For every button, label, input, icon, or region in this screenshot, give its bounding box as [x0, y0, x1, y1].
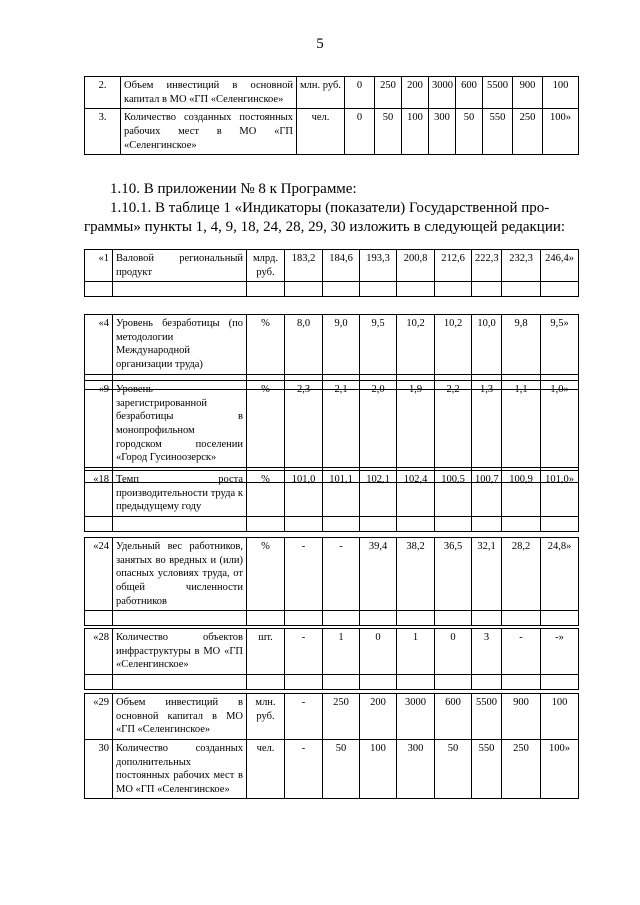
value-cell: 1,0» [541, 381, 579, 468]
blank-cell [113, 674, 247, 689]
blank-row [85, 611, 579, 626]
blank-cell [323, 516, 360, 531]
unit-cell: % [247, 538, 285, 611]
blank-cell [541, 282, 579, 297]
blank-cell [285, 611, 323, 626]
indicator-name: Валовой региональный продукт [113, 250, 247, 282]
value-cell: 100 [402, 109, 429, 155]
blank-cell [472, 282, 502, 297]
value-cell: 100» [541, 739, 579, 799]
row-number: «28 [85, 629, 113, 675]
unit-cell: % [247, 471, 285, 517]
value-cell: 39,4 [360, 538, 397, 611]
value-cell: 246,4» [541, 250, 579, 282]
unit-cell: млн. руб. [247, 694, 285, 740]
value-cell: - [323, 538, 360, 611]
value-cell: 100,5 [435, 471, 472, 517]
unit-cell: % [247, 381, 285, 468]
value-cell: 36,5 [435, 538, 472, 611]
value-cell: 1 [323, 629, 360, 675]
table-row [85, 77, 579, 109]
value-cell: 100» [543, 109, 579, 155]
paragraph-1-10: 1.10. В приложении № 8 к Программе: [110, 181, 357, 197]
table-row [85, 629, 579, 675]
blank-cell [85, 282, 113, 297]
blank-cell [541, 674, 579, 689]
value-cell: - [285, 629, 323, 675]
indicator-name: Объем инвестиций в основной капитал в МО «ГП «Селенгинское» [113, 694, 247, 740]
page-number: 5 [316, 36, 324, 52]
value-cell: 100,9 [502, 471, 541, 517]
value-cell: 9,5» [541, 315, 579, 375]
blank-cell [397, 611, 435, 626]
value-cell: 28,2 [502, 538, 541, 611]
value-cell: 3000 [429, 77, 456, 109]
value-cell: 232,3 [502, 250, 541, 282]
value-cell: 200,8 [397, 250, 435, 282]
blank-cell [360, 282, 397, 297]
value-cell: 50 [435, 739, 472, 799]
value-cell: 101,0» [541, 471, 579, 517]
blank-cell [435, 611, 472, 626]
blank-cell [360, 674, 397, 689]
value-cell: 2,0 [360, 381, 397, 468]
blank-cell [472, 674, 502, 689]
value-cell: 0 [345, 109, 375, 155]
blank-row [85, 674, 579, 689]
indicator-name: Удельный вес работников, занятых во вредных и (или) опасных условиях труда, от общей численности работников [113, 538, 247, 611]
value-cell: -» [541, 629, 579, 675]
blank-cell [113, 516, 247, 531]
value-cell: 250 [502, 739, 541, 799]
value-cell: 193,3 [360, 250, 397, 282]
value-cell: - [285, 694, 323, 740]
row-number: «24 [85, 538, 113, 611]
blank-cell [85, 611, 113, 626]
value-cell: 9,5 [360, 315, 397, 375]
value-cell: 184,6 [323, 250, 360, 282]
value-cell: 3000 [397, 694, 435, 740]
value-cell: 8,0 [285, 315, 323, 375]
value-cell: 38,2 [397, 538, 435, 611]
row-number: 2. [85, 77, 121, 109]
paragraph-1-10-1-line2: граммы» пункты 1, 4, 9, 18, 24, 28, 29, 30 изложить в следующей редакции: [84, 219, 566, 235]
value-cell: 10,2 [397, 315, 435, 375]
value-cell: 32,1 [472, 538, 502, 611]
unit-cell: шт. [247, 629, 285, 675]
blank-cell [323, 674, 360, 689]
value-cell: 250 [375, 77, 402, 109]
indicator-table [84, 380, 579, 483]
table-row [85, 471, 579, 517]
indicator-name: Объем инвестиций в основной капитал в МО «ГП «Селенгинское» [121, 77, 297, 109]
table-row [85, 315, 579, 375]
value-cell: 550 [472, 739, 502, 799]
indicator-name: Количество созданных постоянных рабочих мест в МО «ГП «Селенгинское» [121, 109, 297, 155]
indicator-table [84, 628, 579, 690]
value-cell: 102,1 [360, 471, 397, 517]
blank-cell [285, 516, 323, 531]
value-cell: 5500 [472, 694, 502, 740]
blank-row [85, 516, 579, 531]
value-cell: 0 [435, 629, 472, 675]
indicator-name: Темп роста производительности труда к предыдущему году [113, 471, 247, 517]
value-cell: 24,8» [541, 538, 579, 611]
unit-cell: млн. руб. [297, 77, 345, 109]
value-cell: 0 [345, 77, 375, 109]
unit-cell: млрд. руб. [247, 250, 285, 282]
value-cell: 300 [397, 739, 435, 799]
value-cell: 1,1 [502, 381, 541, 468]
unit-cell: чел. [247, 739, 285, 799]
row-number: «29 [85, 694, 113, 740]
value-cell: 50 [323, 739, 360, 799]
value-cell: 2,1 [323, 381, 360, 468]
value-cell: 10,2 [435, 315, 472, 375]
blank-cell [541, 516, 579, 531]
blank-cell [247, 674, 285, 689]
blank-cell [113, 611, 247, 626]
value-cell: 2,2 [435, 381, 472, 468]
row-number: «18 [85, 471, 113, 517]
value-cell: 101,0 [285, 471, 323, 517]
value-cell: 5500 [483, 77, 513, 109]
value-cell: 1 [397, 629, 435, 675]
blank-cell [397, 516, 435, 531]
table-row [85, 381, 579, 468]
value-cell: 10,0 [472, 315, 502, 375]
indicator-table [84, 470, 579, 532]
blank-cell [247, 611, 285, 626]
indicator-name: Уровень безработицы (по методологии Международной организации труда) [113, 315, 247, 375]
value-cell: 9,8 [502, 315, 541, 375]
value-cell: 250 [513, 109, 543, 155]
value-cell: 3 [472, 629, 502, 675]
paragraph-1-10-1-line1: 1.10.1. В таблице 1 «Индикаторы (показатели) Государственной про- [110, 200, 550, 216]
blank-cell [285, 282, 323, 297]
value-cell: 9,0 [323, 315, 360, 375]
value-cell: - [502, 629, 541, 675]
value-cell: 0 [360, 629, 397, 675]
blank-cell [323, 282, 360, 297]
row-number: «1 [85, 250, 113, 282]
indicator-table [84, 537, 579, 626]
blank-cell [397, 674, 435, 689]
blank-cell [397, 282, 435, 297]
value-cell: 1,9 [397, 381, 435, 468]
blank-cell [285, 674, 323, 689]
row-number: «9 [85, 381, 113, 468]
value-cell: 900 [513, 77, 543, 109]
blank-row [85, 282, 579, 297]
indicator-table [84, 314, 579, 390]
blank-cell [435, 282, 472, 297]
unit-cell: % [247, 315, 285, 375]
blank-cell [435, 674, 472, 689]
value-cell: 100,7 [472, 471, 502, 517]
blank-cell [472, 611, 502, 626]
blank-cell [435, 516, 472, 531]
blank-cell [502, 516, 541, 531]
table-row [85, 250, 579, 282]
value-cell: 250 [323, 694, 360, 740]
value-cell: 101,1 [323, 471, 360, 517]
blank-cell [360, 516, 397, 531]
blank-cell [502, 674, 541, 689]
indicator-table [84, 693, 579, 799]
value-cell: 212,6 [435, 250, 472, 282]
top-table [84, 76, 579, 155]
row-number: 3. [85, 109, 121, 155]
value-cell: 200 [360, 694, 397, 740]
value-cell: 183,2 [285, 250, 323, 282]
blank-cell [360, 611, 397, 626]
value-cell: - [285, 739, 323, 799]
value-cell: 50 [456, 109, 483, 155]
blank-cell [323, 611, 360, 626]
table-row [85, 739, 579, 799]
indicator-name: Уровень зарегистрированной безработицы в монопрофильном городском поселении «Город Гусиноозерск» [113, 381, 247, 468]
value-cell: 550 [483, 109, 513, 155]
table-row [85, 538, 579, 611]
value-cell: 300 [429, 109, 456, 155]
value-cell: 100 [543, 77, 579, 109]
blank-cell [85, 674, 113, 689]
table-row [85, 694, 579, 740]
value-cell: 200 [402, 77, 429, 109]
unit-cell: чел. [297, 109, 345, 155]
value-cell: 222,3 [472, 250, 502, 282]
value-cell: 100 [360, 739, 397, 799]
blank-cell [247, 516, 285, 531]
value-cell: 100 [541, 694, 579, 740]
value-cell: 1,3 [472, 381, 502, 468]
indicator-table [84, 249, 579, 297]
blank-cell [247, 282, 285, 297]
blank-cell [502, 282, 541, 297]
blank-cell [541, 611, 579, 626]
blank-cell [472, 516, 502, 531]
indicator-name: Количество созданных дополнительных постоянных рабочих мест в МО «ГП «Селенгинское» [113, 739, 247, 799]
table-row [85, 109, 579, 155]
value-cell: - [285, 538, 323, 611]
row-number: 30 [85, 739, 113, 799]
value-cell: 900 [502, 694, 541, 740]
blank-cell [502, 611, 541, 626]
value-cell: 600 [435, 694, 472, 740]
value-cell: 600 [456, 77, 483, 109]
value-cell: 50 [375, 109, 402, 155]
value-cell: 2,3 [285, 381, 323, 468]
blank-cell [85, 516, 113, 531]
indicator-name: Количество объектов инфраструктуры в МО «ГП «Селенгинское» [113, 629, 247, 675]
row-number: «4 [85, 315, 113, 375]
blank-cell [113, 282, 247, 297]
value-cell: 102,4 [397, 471, 435, 517]
